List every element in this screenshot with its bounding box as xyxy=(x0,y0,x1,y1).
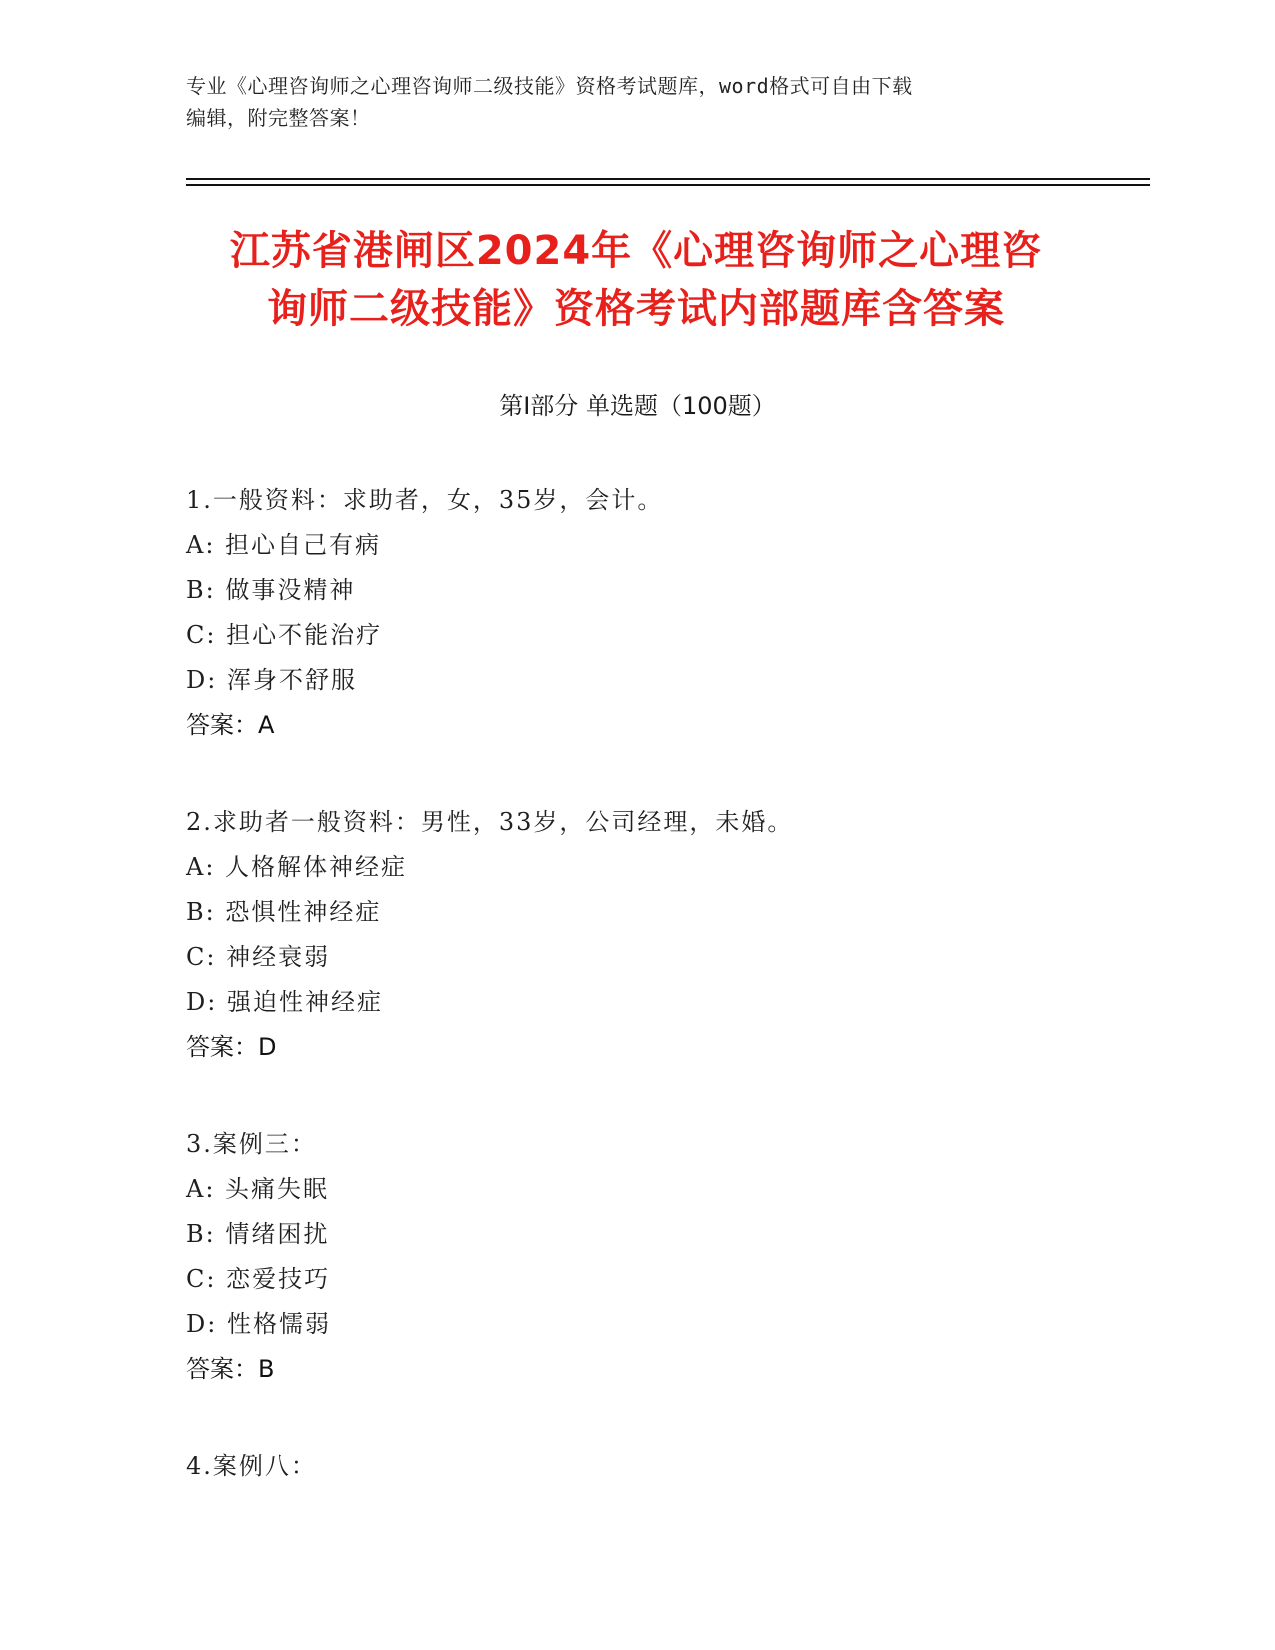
option-c: C: 恋爱技巧 xyxy=(186,1265,331,1293)
option-a: A: 担心自己有病 xyxy=(186,531,382,559)
question-4 xyxy=(186,1444,1086,1489)
header-note-line-2: 编辑，附完整答案！ xyxy=(186,106,371,130)
option-c: C: 神经衰弱 xyxy=(186,943,331,971)
question-2 xyxy=(186,800,1086,1070)
option-b: B: 情绪困扰 xyxy=(186,1220,330,1248)
question-stem: 2.求助者一般资料：男性，33岁，公司经理，未婚。 xyxy=(186,808,794,836)
option-d: D: 强迫性神经症 xyxy=(186,988,383,1016)
document-title-line-1: 江苏省港闸区2024年《心理咨询师之心理咨 xyxy=(229,228,1043,274)
header-divider-top xyxy=(186,178,1150,180)
question-stem: 1.一般资料：求助者，女，35岁，会计。 xyxy=(186,486,664,514)
option-d: D: 浑身不舒服 xyxy=(186,666,357,694)
header-note-line-1: 专业《心理咨询师之心理咨询师二级技能》资格考试题库，word格式可自由下载 xyxy=(186,74,913,98)
question-stem: 4.案例八： xyxy=(186,1452,317,1480)
answer-label: 答案：A xyxy=(186,711,275,739)
option-a: A: 人格解体神经症 xyxy=(186,853,408,881)
option-b: B: 恐惧性神经症 xyxy=(186,898,382,926)
answer-label: 答案：D xyxy=(186,1033,277,1061)
header-note xyxy=(186,70,1066,134)
question-3 xyxy=(186,1122,1086,1392)
question-1 xyxy=(186,478,1086,748)
option-d: D: 性格懦弱 xyxy=(186,1310,331,1338)
option-a: A: 头痛失眠 xyxy=(186,1175,330,1203)
question-stem: 3.案例三： xyxy=(186,1130,317,1158)
header-divider-bottom xyxy=(186,184,1150,186)
option-c: C: 担心不能治疗 xyxy=(186,621,383,649)
document-title-line-2: 询师二级技能》资格考试内部题库含答案 xyxy=(267,286,1005,332)
section-heading: 第Ⅰ部分 单选题（100题） xyxy=(499,392,776,420)
answer-label: 答案：B xyxy=(186,1355,275,1383)
option-b: B: 做事没精神 xyxy=(186,576,356,604)
question-list xyxy=(186,478,1086,1541)
document-title xyxy=(186,222,1086,338)
